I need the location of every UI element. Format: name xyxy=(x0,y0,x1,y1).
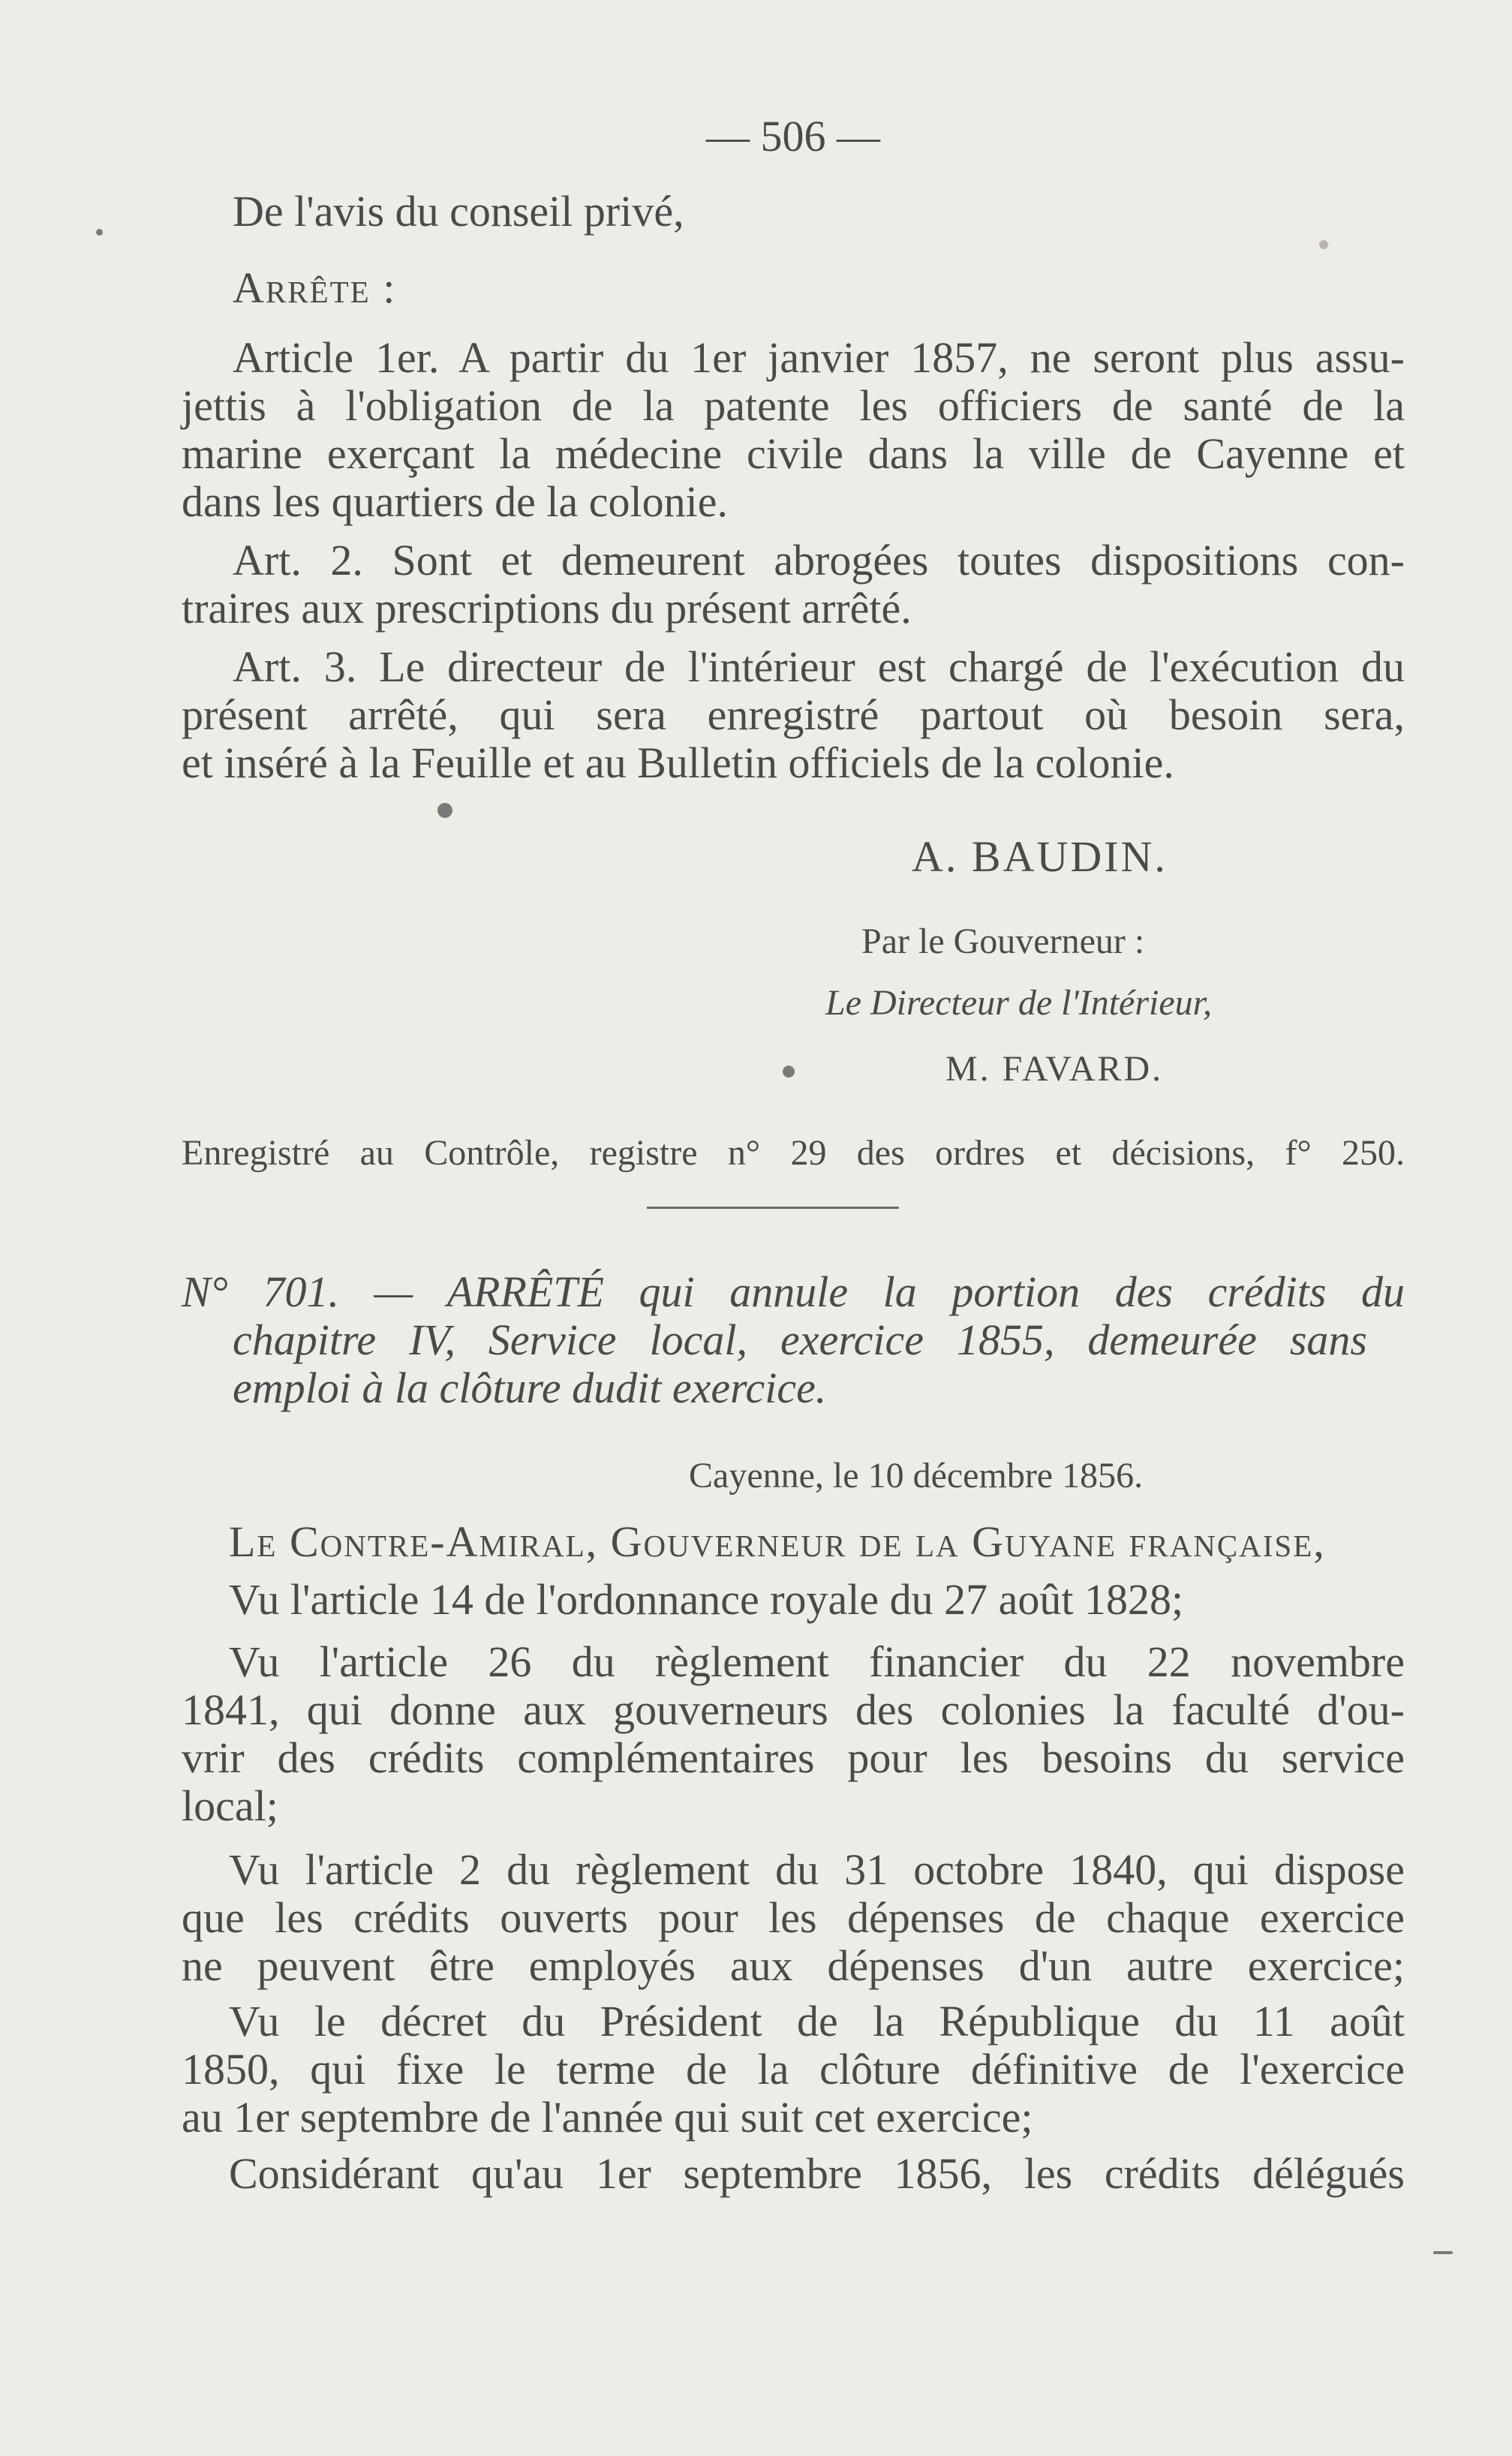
arrete-701-heading: N° 701. — ARRÊTÉ qui annule la portion des crédits du xyxy=(182,1267,1405,1316)
vu-line: Vu l'article 14 de l'ordonnance royale du 27 août 1828; xyxy=(229,1575,1184,1624)
arrete-label: Arrête : xyxy=(233,263,397,312)
article3-line: présent arrêté, qui sera enregistré partout où besoin sera, xyxy=(182,690,1405,739)
paper-mark xyxy=(1433,2251,1453,2254)
avis-line: De l'avis du conseil privé, xyxy=(233,187,684,236)
vu-line: local; xyxy=(182,1781,278,1830)
countersign: M. FAVARD. xyxy=(945,1049,1164,1089)
vu-line: 1850, qui fixe le terme de la clôture définitive de l'exercice xyxy=(182,2045,1405,2094)
preamble: Le Contre-Amiral, Gouverneur de la Guyane française, xyxy=(229,1517,1326,1566)
place-date: Cayenne, le 10 décembre 1856. xyxy=(689,1456,1144,1496)
par-le-gouverneur: Par le Gouverneur : xyxy=(861,921,1145,961)
vu-line: Vu le décret du Président de la République du 11 août xyxy=(229,1997,1405,2046)
paper-speck xyxy=(96,229,103,236)
paper-speck xyxy=(437,803,452,818)
paper-speck xyxy=(783,1066,795,1078)
vu-line: Vu l'article 2 du règlement du 31 octobre 1840, qui dispose xyxy=(229,1845,1405,1894)
considerant-line: Considérant qu'au 1er septembre 1856, les crédits délégués xyxy=(229,2149,1405,2198)
vu-line: que les crédits ouverts pour les dépenses de chaque exercice xyxy=(182,1893,1405,1942)
article1-line: marine exerçant la médecine civile dans la ville de Cayenne et xyxy=(182,429,1405,478)
article2-line: traires aux prescriptions du présent arrêté. xyxy=(182,584,912,633)
paper-speck xyxy=(1319,240,1328,249)
signature: A. BAUDIN. xyxy=(912,832,1168,881)
article1-line: jettis à l'obligation de la patente les officiers de santé de la xyxy=(182,381,1405,430)
vu-line: vrir des crédits complémentaires pour les besoins du service xyxy=(182,1733,1405,1782)
vu-line: ne peuvent être employés aux dépenses d'un autre exercice; xyxy=(182,1941,1405,1990)
article1-line: dans les quartiers de la colonie. xyxy=(182,477,728,526)
page-number: — 506 — xyxy=(706,112,880,161)
vu-line: au 1er septembre de l'année qui suit cet exercice; xyxy=(182,2093,1033,2142)
arrete-701-heading: emploi à la clôture dudit exercice. xyxy=(233,1363,827,1412)
article1-line: Article 1er. A partir du 1er janvier 1857, ne seront plus assu- xyxy=(233,333,1405,382)
arrete-701-heading: chapitre IV, Service local, exercice 1855, demeurée sans xyxy=(233,1315,1367,1364)
article3-line: Art. 3. Le directeur de l'intérieur est chargé de l'exécution du xyxy=(233,642,1405,691)
article2-line: Art. 2. Sont et demeurent abrogées toutes dispositions con- xyxy=(233,536,1405,585)
directeur-line: Le Directeur de l'Intérieur, xyxy=(825,983,1213,1023)
vu-line: 1841, qui donne aux gouverneurs des colonies la faculté d'ou- xyxy=(182,1685,1405,1734)
article3-line: et inséré à la Feuille et au Bulletin officiels de la colonie. xyxy=(182,738,1174,787)
registration-line: Enregistré au Contrôle, registre n° 29 des ordres et décisions, f° 250. xyxy=(182,1133,1405,1173)
section-divider xyxy=(647,1207,899,1209)
vu-line: Vu l'article 26 du règlement financier du 22 novembre xyxy=(229,1637,1405,1686)
